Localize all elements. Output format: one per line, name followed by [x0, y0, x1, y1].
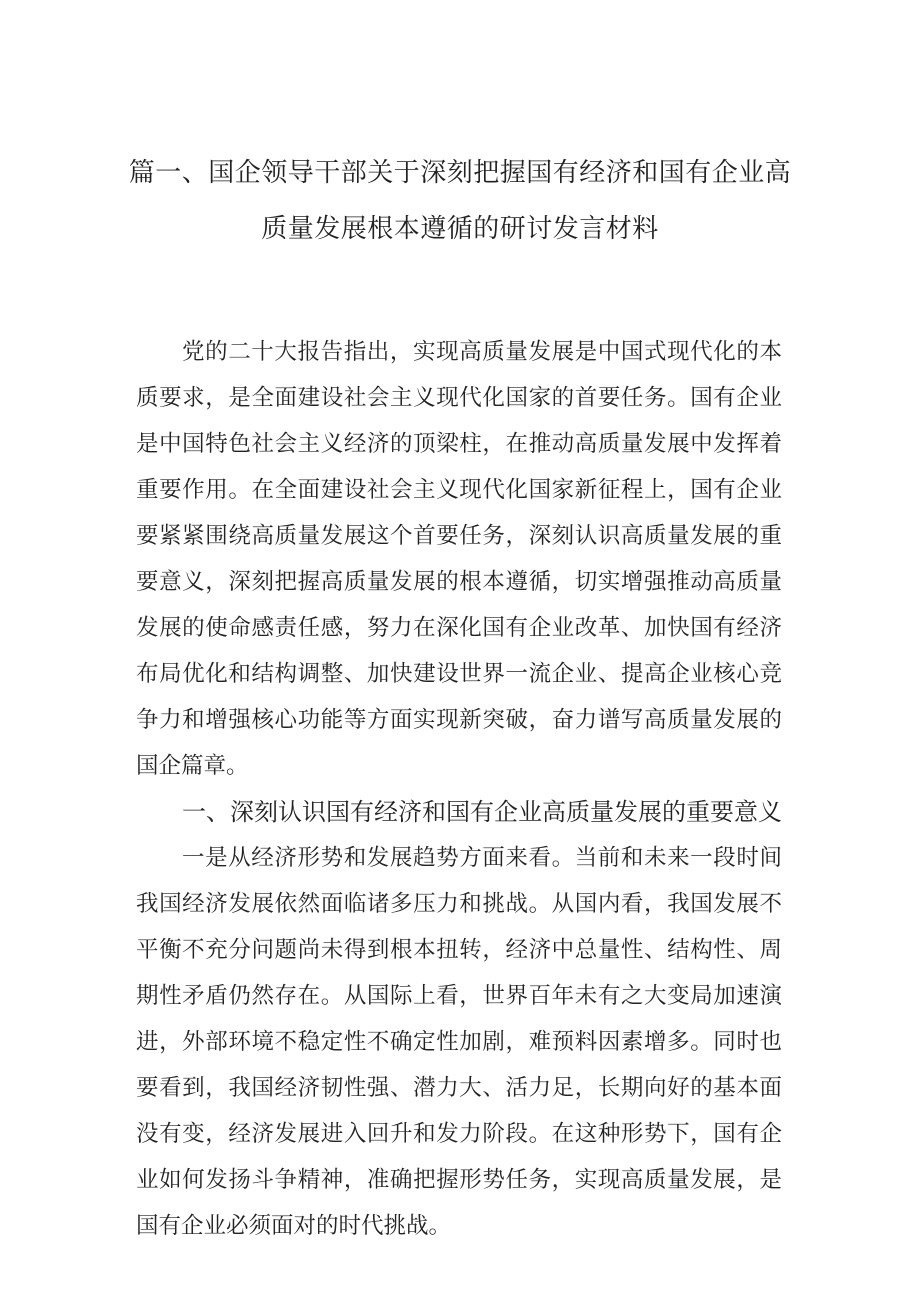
- document-title-line-2: 质量发展根本遵循的研讨发言材料: [261, 214, 659, 244]
- paragraph-line: 我国经济发展依然面临诸多压力和挑战。从国内看，我国发展不: [136, 891, 782, 917]
- document-title-line-1: 篇一、国企领导干部关于深刻把握国有经济和国有企业高: [128, 158, 792, 188]
- paragraph-line: 党的二十大报告指出，实现高质量发展是中国式现代化的本: [182, 339, 782, 365]
- paragraph-line: 国企篇章。: [136, 753, 249, 779]
- paragraph-line: 要看到，我国经济韧性强、潜力大、活力足，长期向好的基本面: [136, 1075, 782, 1101]
- paragraph-line: 是中国特色社会主义经济的顶梁柱，在推动高质量发展中发挥着: [136, 431, 782, 457]
- paragraph-line: 没有变，经济发展进入回升和发力阶段。在这种形势下，国有企: [136, 1121, 782, 1147]
- paragraph-line: 平衡不充分问题尚未得到根本扭转，经济中总量性、结构性、周: [136, 937, 782, 963]
- paragraph-line: 要紧紧围绕高质量发展这个首要任务，深刻认识高质量发展的重: [136, 523, 782, 549]
- paragraph-line: 国有企业必须面对的时代挑战。: [136, 1213, 452, 1239]
- section-heading: 一、深刻认识国有经济和国有企业高质量发展的重要意义: [182, 798, 782, 826]
- paragraph-line: 一是从经济形势和发展趋势方面来看。当前和未来一段时间: [182, 845, 782, 871]
- paragraph-line: 期性矛盾仍然存在。从国际上看，世界百年未有之大变局加速演: [136, 983, 782, 1009]
- paragraph-line: 质要求，是全面建设社会主义现代化国家的首要任务。国有企业: [136, 385, 782, 411]
- paragraph-line: 进，外部环境不稳定性不确定性加剧，难预料因素增多。同时也: [136, 1029, 782, 1055]
- paragraph-line: 重要作用。在全面建设社会主义现代化国家新征程上，国有企业: [136, 477, 782, 503]
- paragraph-line: 发展的使命感责任感，努力在深化国有企业改革、加快国有经济: [136, 615, 782, 641]
- paragraph-line: 业如何发扬斗争精神，准确把握形势任务，实现高质量发展，是: [136, 1167, 782, 1193]
- paragraph-line: 布局优化和结构调整、加快建设世界一流企业、提高企业核心竞: [136, 661, 782, 687]
- paragraph-line: 要意义，深刻把握高质量发展的根本遵循，切实增强推动高质量: [136, 569, 782, 595]
- paragraph-line: 争力和增强核心功能等方面实现新突破，奋力谱写高质量发展的: [136, 707, 782, 733]
